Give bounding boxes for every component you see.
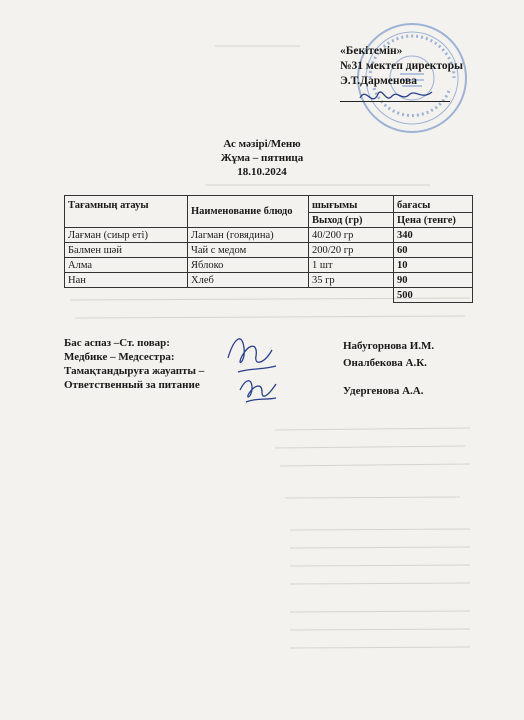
menu-title: Ас мәзірі/Меню bbox=[223, 138, 301, 150]
header-dish-kz: Тағамның атауы bbox=[65, 196, 188, 228]
cook-label: Бас аспаз –Ст. повар: bbox=[64, 337, 170, 349]
header-price-ru: Цена (тенге) bbox=[394, 213, 473, 228]
dish-ru: Лагман (говядина) bbox=[188, 228, 309, 243]
director-signature-image bbox=[356, 82, 436, 110]
menu-weekday: Жұма – пятница bbox=[220, 152, 304, 164]
dish-yield: 200/20 гр bbox=[309, 243, 394, 258]
dish-kz: Балмен шәй bbox=[65, 243, 188, 258]
dish-price: 60 bbox=[394, 243, 473, 258]
table-row bbox=[65, 273, 473, 288]
approval-title: «Бекітемін» bbox=[340, 45, 403, 57]
dish-ru: Яблоко bbox=[188, 258, 309, 273]
header-yield-kz: шығымы bbox=[309, 196, 394, 213]
menu-table bbox=[64, 195, 473, 303]
dish-ru: Чай с медом bbox=[188, 243, 309, 258]
table-row bbox=[65, 258, 473, 273]
responsible-signature-image bbox=[236, 372, 280, 406]
dish-kz: Нан bbox=[65, 273, 188, 288]
header-dish-ru: Наименование блюдо bbox=[188, 196, 309, 228]
table-header-row bbox=[65, 196, 473, 213]
signers-labels bbox=[64, 336, 204, 392]
signers-names bbox=[343, 339, 434, 398]
nurse-label: Медбике – Медсестра: bbox=[64, 351, 175, 363]
dish-kz: Лағман (сиыр еті) bbox=[65, 228, 188, 243]
table-row bbox=[65, 228, 473, 243]
header-yield-ru: Выход (гр) bbox=[309, 213, 394, 228]
total-price: 500 bbox=[394, 288, 473, 303]
dish-yield: 1 шт bbox=[309, 258, 394, 273]
approval-director-name: Э.Т.Дарменова bbox=[340, 75, 417, 87]
dish-yield: 40/200 гр bbox=[309, 228, 394, 243]
responsible-name: Удергенова А.А. bbox=[343, 385, 424, 397]
dish-ru: Хлеб bbox=[188, 273, 309, 288]
cook-name: Набугорнова И.М. bbox=[343, 340, 435, 352]
signature-line bbox=[340, 101, 450, 102]
dish-kz: Алма bbox=[65, 258, 188, 273]
menu-title-block bbox=[150, 137, 374, 179]
dish-price: 90 bbox=[394, 273, 473, 288]
cook-signature-image bbox=[222, 328, 282, 378]
approval-position: №31 мектеп директоры bbox=[340, 60, 463, 72]
responsible-label-kz: Тамақтандыруға жауапты – bbox=[64, 365, 205, 377]
table-row bbox=[65, 243, 473, 258]
responsible-label-ru: Ответственный за питание bbox=[64, 379, 200, 391]
dish-yield: 35 гр bbox=[309, 273, 394, 288]
nurse-name: Оналбекова А.К. bbox=[343, 357, 427, 369]
table-total-row bbox=[65, 288, 473, 303]
menu-date: 18.10.2024 bbox=[237, 166, 287, 178]
dish-price: 340 bbox=[394, 228, 473, 243]
header-price-kz: бағасы bbox=[394, 196, 473, 213]
dish-price: 10 bbox=[394, 258, 473, 273]
